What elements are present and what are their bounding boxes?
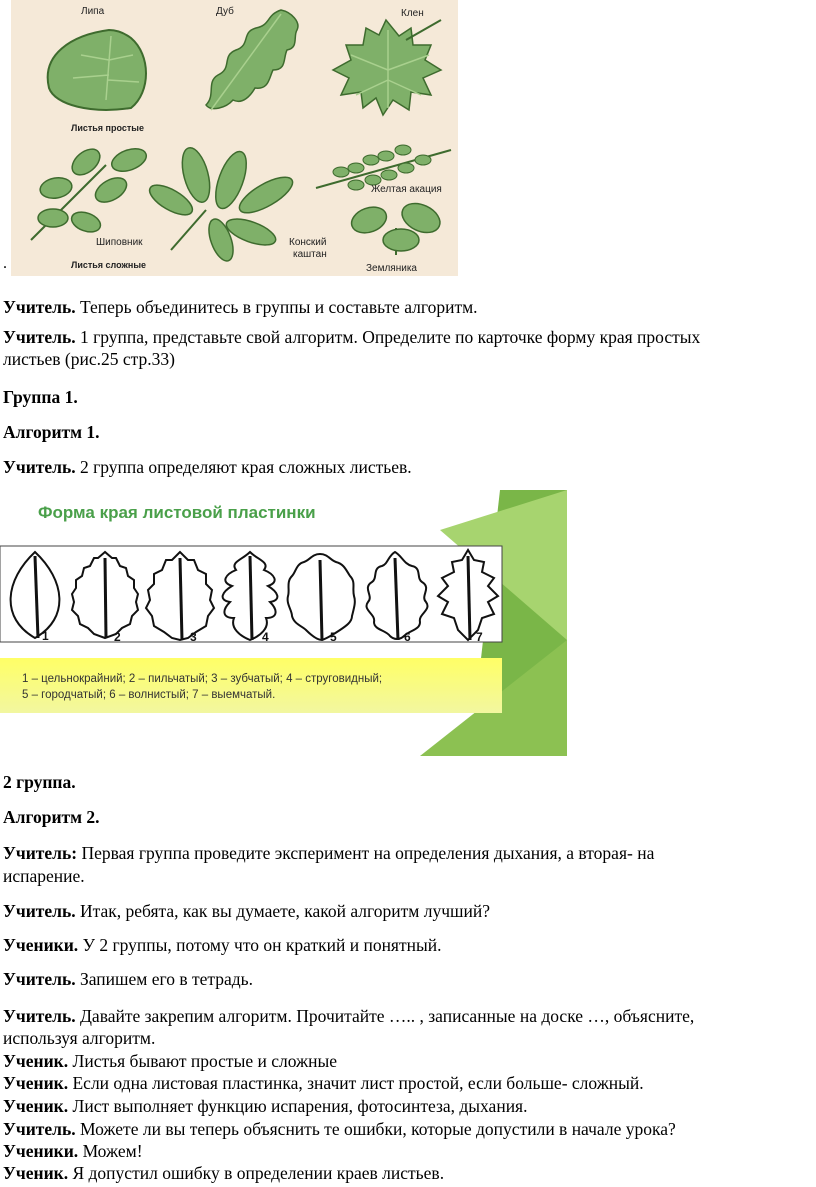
- chestnut-label-line2: каштан: [293, 249, 327, 260]
- paragraph-teacher-5: Учитель. Итак, ребята, как вы думаете, какой алгоритм лучший?: [3, 901, 490, 921]
- legend-box: [0, 658, 502, 713]
- paragraph-student-2: Ученик. Если одна листовая пластинка, значит лист простой, если больше- сложный.: [3, 1073, 644, 1093]
- leaf-number-2: 2: [114, 630, 121, 644]
- paragraph-student-1: Ученик. Листья бывают простые и сложные: [3, 1051, 338, 1071]
- paragraph-students-2: Ученики. Можем!: [3, 1141, 143, 1161]
- leaf-number-6: 6: [404, 630, 411, 644]
- rosehip-label: Шиповник: [96, 237, 143, 248]
- paragraph-teacher-7: Учитель. Давайте закрепим алгоритм. Прочитайте ….. , записанные на доске …, объясните,: [3, 1006, 695, 1026]
- paragraph-teacher-2: Учитель. 1 группа, представьте свой алгоритм. Определите по карточке форму края простых: [3, 327, 701, 347]
- stray-dot: .: [3, 255, 7, 272]
- group-1-heading: Группа 1.: [3, 387, 78, 407]
- paragraph-teacher-7-cont: используя алгоритм.: [3, 1028, 156, 1048]
- strawberry-label: Земляника: [366, 263, 417, 274]
- paragraph-teacher-2-cont: листьев (рис.25 стр.33): [3, 349, 175, 369]
- acacia-label: Желтая акация: [371, 184, 442, 195]
- chestnut-label-line1: Конский: [289, 237, 327, 248]
- oak-label: Дуб: [216, 6, 234, 17]
- leaf-number-7: 7: [476, 630, 483, 644]
- maple-label: Клен: [401, 8, 424, 19]
- compound-leaves-caption: Листья сложные: [71, 260, 147, 270]
- leaf-number-4: 4: [262, 630, 269, 644]
- paragraph-teacher-3: Учитель. 2 группа определяют края сложных листьев.: [3, 457, 412, 477]
- paragraph-teacher-6: Учитель. Запишем его в тетрадь.: [3, 969, 254, 989]
- slide-title: Форма края листовой пластинки: [38, 503, 316, 522]
- algorithm-1-heading: Алгоритм 1.: [3, 422, 100, 442]
- paragraph-teacher-4-cont: испарение.: [3, 866, 85, 886]
- linden-label: Липа: [81, 6, 105, 17]
- legend-line-2: 5 – городчатый; 6 – волнистый; 7 – выемчатый.: [22, 689, 276, 701]
- simple-leaves-caption: Листья простые: [71, 123, 144, 133]
- legend-line-1: 1 – цельнокрайний; 2 – пильчатый; 3 – зубчатый; 4 – струговидный;: [22, 673, 383, 685]
- paragraph-student-3: Ученик. Лист выполняет функцию испарения, фотосинтеза, дыхания.: [3, 1096, 528, 1116]
- group-2-heading: 2 группа.: [3, 772, 76, 792]
- leaf-number-3: 3: [190, 630, 197, 644]
- paragraph-teacher-1: Учитель. Теперь объединитесь в группы и составьте алгоритм.: [3, 297, 478, 317]
- leaf-number-5: 5: [330, 630, 337, 644]
- paragraph-teacher-4: Учитель: Первая группа проведите эксперимент на определения дыхания, а вторая- на: [3, 843, 655, 863]
- leaves-illustration: [11, 0, 458, 276]
- paragraph-student-4: Ученик. Я допустил ошибку в определении краев листьев.: [3, 1163, 445, 1183]
- leaf-number-1: 1: [42, 629, 49, 643]
- paragraph-teacher-8: Учитель. Можете ли вы теперь объяснить те ошибки, которые допустили в начале урока?: [3, 1119, 676, 1139]
- paragraph-students-1: Ученики. У 2 группы, потому что он краткий и понятный.: [3, 935, 442, 955]
- algorithm-2-heading: Алгоритм 2.: [3, 807, 100, 827]
- leaf-margin-slide: [0, 490, 567, 756]
